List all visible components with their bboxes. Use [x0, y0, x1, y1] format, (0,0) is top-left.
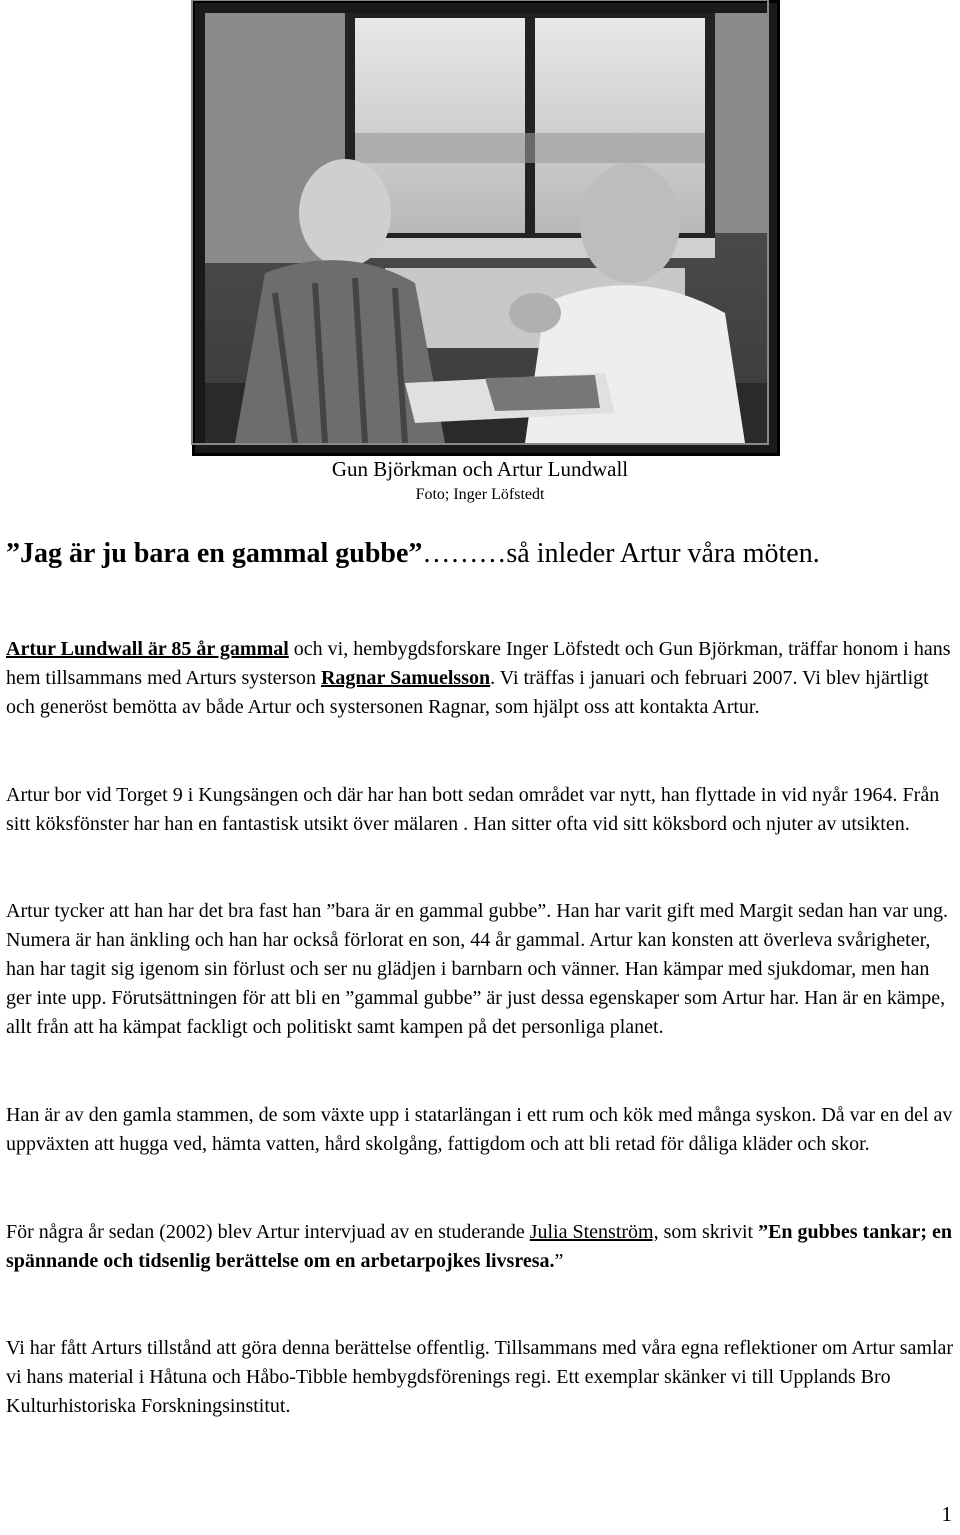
- headline-quote: ”Jag är ju bara en gammal gubbe”: [6, 538, 423, 569]
- headline-rest: så inleder Artur våra möten.: [506, 538, 820, 569]
- headline: [6, 538, 956, 570]
- paragraph-home: Artur bor vid Torget 9 i Kungsängen och där har han bott sedan området var nytt, han flyttade in vid nyår 1964. Från sitt köksfönster har han en fantastisk utsikt över mälaren . Han sitter ofta vid sitt köksbord och njuter av utsikten.: [6, 784, 940, 835]
- paragraph-intro-text-1: och vi, hembygdsforskare Inger Löfstedt och Gun Björkman, träffar honom i hans hem tillsammans med Arturs systerson: [6, 638, 951, 689]
- paragraph-interview-text-3: ”: [554, 1250, 564, 1272]
- paragraph-interview: [6, 1218, 954, 1276]
- photo-gun-and-artur: [205, 13, 767, 443]
- artur-name-age: Artur Lundwall är 85 år gammal: [6, 638, 289, 660]
- paragraph-interview-text-1: För några år sedan (2002) blev Artur intervjuad av en studerande: [6, 1221, 530, 1243]
- ragnar-name: Ragnar Samuelsson: [320, 667, 491, 689]
- paragraph-publication: Vi har fått Arturs tillstånd att göra denna berättelse offentlig. Tillsammans med våra egna reflektioner om Artur samlar vi hans material i Håtuna och Håbo-Tibble hembygdsförenings regi. Ett exemplar skänker vi till Upplands Bro Kulturhistoriska Forskningsinstitut.: [6, 1337, 954, 1417]
- photo-caption: Gun Björkman och Artur Lundwall: [331, 457, 629, 481]
- paragraph-character: Artur tycker att han har det bra fast han ”bara är en gammal gubbe”. Han har varit gift med Margit sedan han var ung. Numera är han änkling och han har också förlorat en son, 44 år gammal. Artur kan konsten att överleva svårigheter, han har tagit sig igenom sin förlust och ser nu glädjen i barnbarn och vänner. Han kämpar med sjukdomar, men han ger inte upp. Förutsättningen för att bli en ”gammal gubbe” är just dessa egenskaper som Artur har. Han är en kämpe, allt från att ha kämpat fackligt och politiskt samt kampen på det personliga planet.: [6, 900, 949, 1038]
- photo-illustration: [205, 13, 767, 443]
- headline-dots: ………: [422, 538, 507, 569]
- book-title: ”En gubbes tankar; en spännande och tidsenlig berättelse om en arbetarpojkes livsresa.: [6, 1221, 952, 1272]
- photo-credit: Foto; Inger Löfstedt: [415, 486, 545, 503]
- paragraph-intro-text-2: . Vi träffas i januari och februari 2007. Vi blev hjärtligt och generöst bemötta av både Artur och systersonen Ragnar, som hjälpt oss att kontakta Artur.: [6, 667, 929, 718]
- paragraph-intro: [6, 635, 954, 722]
- student-name: Julia Stenström,: [529, 1221, 659, 1243]
- page-number: 1: [941, 1502, 952, 1526]
- photo-frame: [192, 0, 780, 456]
- paragraph-background: Han är av den gamla stammen, de som växte upp i statarlängan i ett rum och kök med många syskon. Då var en del av uppväxten att hugga ved, hämta vatten, hård skolgång, fattigdom och att bli retad för dåliga kläder och skor.: [6, 1104, 953, 1155]
- paragraph-interview-text-2: som skrivit: [658, 1221, 759, 1243]
